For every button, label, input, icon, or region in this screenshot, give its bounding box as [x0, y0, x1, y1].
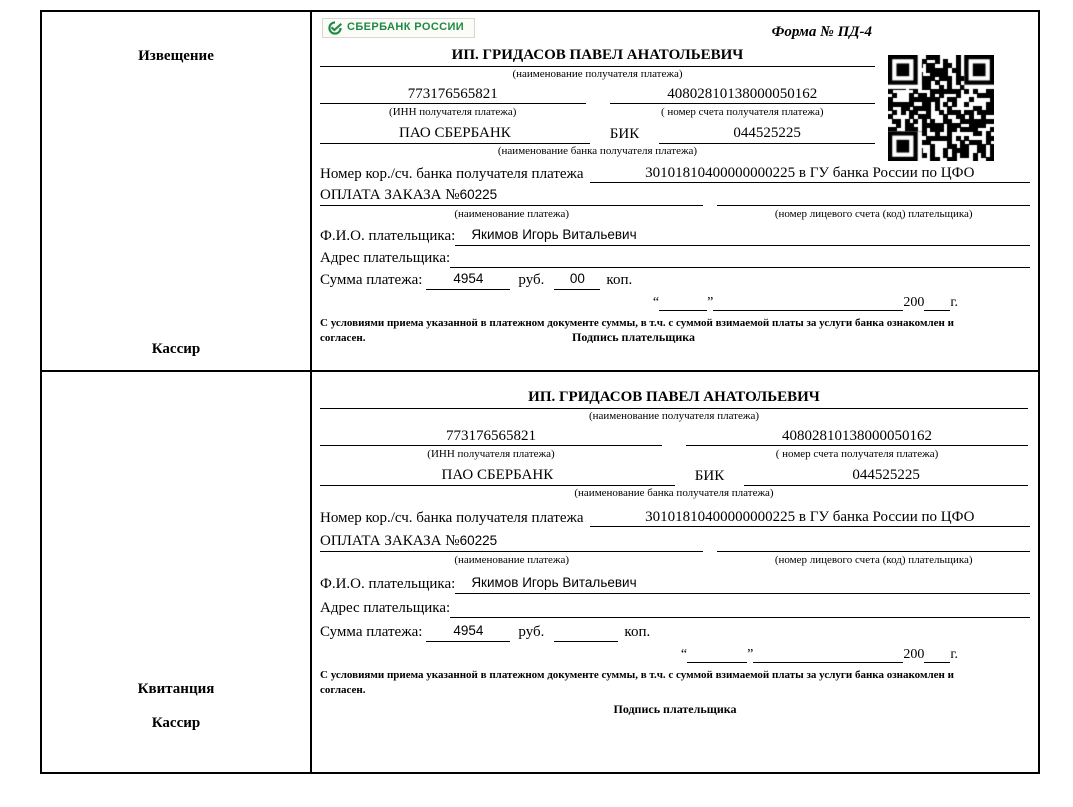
sberbank-logo-text: СБЕРБАНК РОССИИ	[347, 21, 465, 34]
payee-caption: (наименование получателя платежа)	[512, 67, 683, 80]
date-quote-close: ”	[747, 646, 754, 662]
kop-label: коп.	[624, 624, 651, 640]
bank-caption: (наименование банка получателя платежа)	[497, 144, 698, 157]
cashier-label-bottom: Кассир	[151, 715, 201, 731]
payer-name-row	[320, 227, 1030, 246]
payer-name-label: Ф.И.О. плательщика:	[320, 576, 456, 592]
payer-signature-label: Подпись плательщика	[572, 329, 695, 344]
bank-caption: (наименование банка получателя платежа)	[574, 486, 774, 499]
account-caption: ( номер счета получателя платежа)	[661, 106, 824, 119]
kop-label: коп.	[606, 272, 633, 288]
inn-account-captions	[320, 105, 875, 122]
notice-section	[312, 12, 1038, 372]
date-year-prefix: 200	[903, 294, 925, 310]
corr-value: 30101810400000000225 в ГУ банка России по ЦФО	[590, 164, 1030, 184]
date-row	[320, 646, 958, 664]
terms-text: С условиями приема указанной в платежном документе суммы, в т.ч. с суммой взимаемой платы за услуги банка ознакомлен и согласен.	[320, 669, 954, 697]
receipt-side-column	[42, 372, 312, 772]
date-year-blank	[924, 646, 950, 663]
bik-label: БИК	[609, 126, 640, 142]
amount-label: Сумма платежа:	[320, 624, 423, 640]
purpose-label: ОПЛАТА ЗАКАЗА №	[320, 533, 460, 550]
date-month-blank	[713, 294, 903, 311]
amount-label: Сумма платежа:	[320, 272, 423, 288]
account-value: 40802810138000050162	[686, 427, 1028, 447]
notice-lower-block	[320, 164, 1030, 346]
amount-kop-value: 00	[554, 271, 600, 290]
amount-kop-blank	[554, 623, 618, 642]
form-number: Форма № ПД-4	[771, 24, 872, 40]
payee-name: ИП. ГРИДАСОВ ПАВЕЛ АНАТОЛЬЕВИЧ	[320, 388, 1028, 409]
terms-block	[320, 316, 1030, 346]
inn-account-row	[320, 85, 875, 105]
inn-account-row	[320, 427, 1028, 447]
purpose-number: 60225	[459, 533, 498, 549]
date-row	[320, 294, 958, 312]
personal-account-caption: (номер лицевого счета (код) плательщика)	[774, 554, 973, 566]
corr-value: 30101810400000000225 в ГУ банка России по ЦФО	[590, 508, 1030, 528]
payer-name-label: Ф.И.О. плательщика:	[320, 228, 456, 244]
date-quote-open: “	[652, 294, 660, 310]
amount-row	[320, 623, 1030, 642]
notice-header-row	[320, 18, 1032, 44]
cashier-label-top: Кассир	[151, 341, 201, 357]
personal-account-caption: (номер лицевого счета (код) плательщика)	[774, 208, 973, 220]
payer-name-value: Якимов Игорь Витальевич	[455, 575, 1030, 594]
amount-rub-value: 4954	[426, 623, 510, 642]
payer-address-label: Адрес плательщика:	[320, 600, 451, 616]
amount-rub-value: 4954	[426, 271, 510, 290]
notice-label: Извещение	[138, 48, 214, 64]
receipt-lower-block	[320, 508, 1030, 717]
payer-name-value: Якимов Игорь Витальевич	[455, 227, 1030, 246]
date-year-blank	[924, 294, 950, 311]
purpose-caption: (наименование платежа)	[454, 554, 570, 566]
account-caption: ( номер счета получателя платежа)	[775, 448, 939, 461]
payer-address-row	[320, 599, 1030, 618]
payer-address-row	[320, 249, 1030, 268]
bik-label: БИК	[694, 468, 725, 484]
bik-value: 044525225	[744, 466, 1028, 486]
date-day-blank	[687, 646, 747, 663]
payment-purpose	[320, 186, 703, 206]
inn-value: 773176565821	[320, 427, 662, 447]
date-day-blank	[659, 294, 707, 311]
date-year-suffix: г.	[950, 294, 958, 310]
payment-purpose	[320, 532, 703, 552]
date-year-suffix: г.	[950, 646, 958, 662]
payee-name: ИП. ГРИДАСОВ ПАВЕЛ АНАТОЛЬЕВИЧ	[320, 46, 875, 67]
amount-row	[320, 271, 1030, 290]
purpose-row	[320, 532, 1030, 552]
payer-address-blank	[450, 599, 1030, 618]
date-quote-close: ”	[707, 294, 714, 310]
account-value: 40802810138000050162	[610, 85, 876, 105]
corr-account-row	[320, 164, 1030, 184]
purpose-row	[320, 186, 1030, 206]
purpose-caption: (наименование платежа)	[454, 208, 570, 220]
rub-label: руб.	[518, 272, 545, 288]
receipt-label: Квитанция	[137, 681, 215, 697]
payee-caption: (наименование получателя платежа)	[588, 409, 760, 422]
rub-label: руб.	[518, 624, 545, 640]
date-month-blank	[753, 646, 903, 663]
inn-value: 773176565821	[320, 85, 586, 105]
inn-caption: (ИНН получателя платежа)	[427, 448, 555, 461]
purpose-label: ОПЛАТА ЗАКАЗА №	[320, 187, 460, 204]
notice-upper-block	[320, 46, 875, 161]
notice-side-column	[42, 12, 312, 372]
date-year-prefix: 200	[903, 646, 925, 662]
purpose-captions	[320, 207, 1030, 224]
corr-label: Номер кор./сч. банка получателя платежа	[320, 165, 584, 182]
payer-name-row	[320, 575, 1030, 594]
corr-label: Номер кор./сч. банка получателя платежа	[320, 509, 584, 526]
bank-bik-row	[320, 124, 875, 144]
receipt-upper-block	[320, 388, 1028, 503]
form-table	[40, 10, 1040, 774]
receipt-section	[312, 372, 1038, 772]
purpose-number: 60225	[459, 187, 498, 203]
inn-caption: (ИНН получателя платежа)	[389, 106, 517, 119]
bank-name: ПАО СБЕРБАНК	[320, 466, 675, 486]
date-quote-open: “	[680, 646, 688, 662]
personal-account-blank	[717, 187, 1030, 206]
bik-value: 044525225	[659, 124, 875, 144]
corr-account-row	[320, 508, 1030, 528]
personal-account-blank	[717, 533, 1030, 552]
qr-code	[888, 55, 994, 161]
purpose-captions	[320, 553, 1030, 570]
terms-block	[320, 668, 1030, 717]
sberbank-logo-icon	[328, 21, 342, 35]
payer-address-blank	[450, 249, 1030, 268]
payer-address-label: Адрес плательщика:	[320, 250, 451, 266]
payer-signature-label: Подпись плательщика	[613, 701, 737, 716]
bank-name: ПАО СБЕРБАНК	[320, 124, 590, 144]
terms-text: С условиями приема указанной в платежном документе суммы, в т.ч. с суммой взимаемой платы за услуги банка ознакомлен и согласен.	[320, 317, 954, 345]
inn-account-captions	[320, 447, 1028, 464]
sberbank-logo	[322, 18, 475, 38]
bank-bik-row	[320, 466, 1028, 486]
